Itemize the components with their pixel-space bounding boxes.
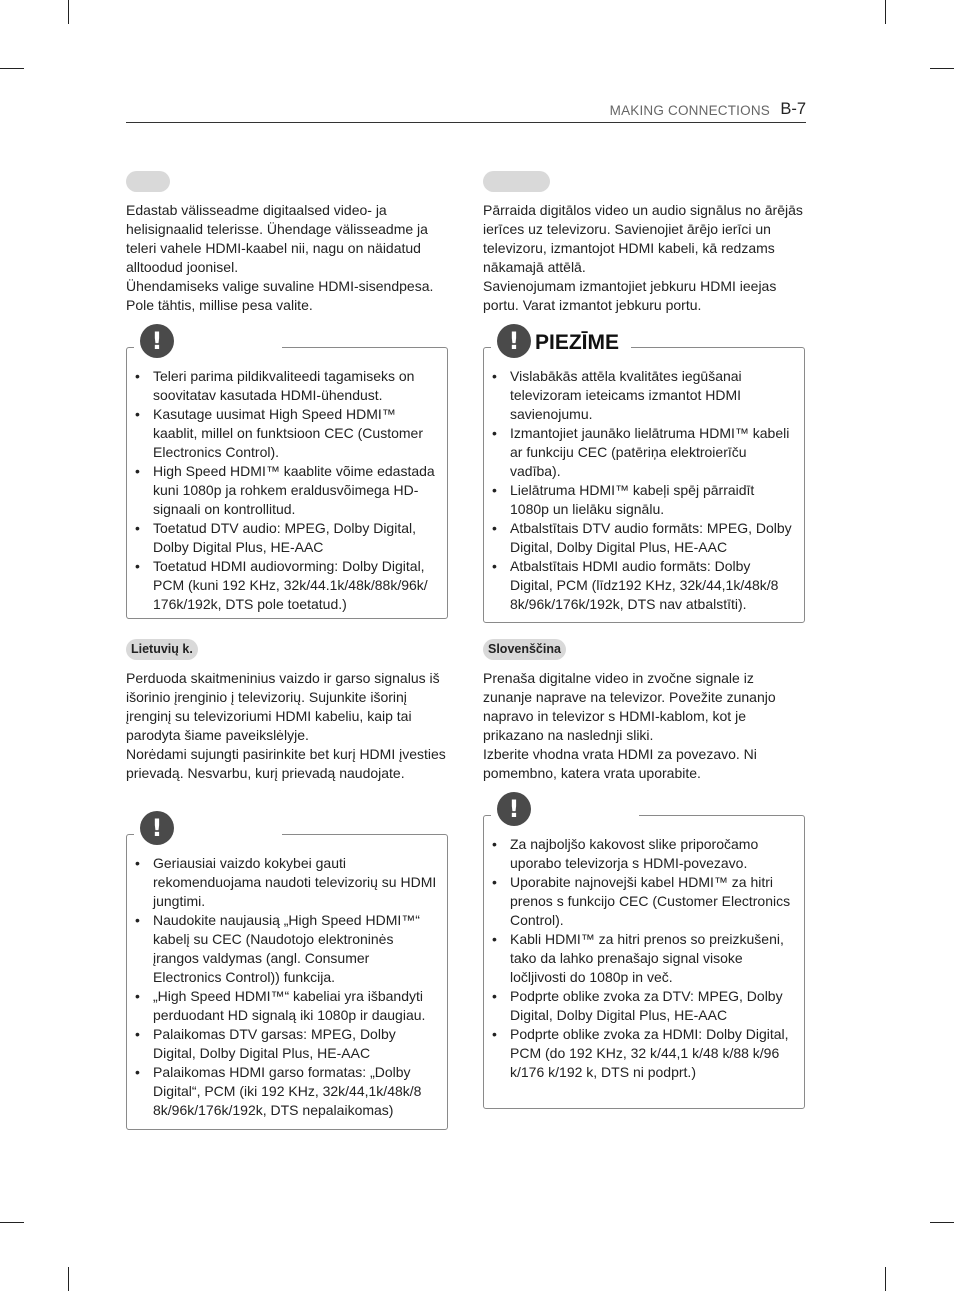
paragraph: Pārraida digitālos video un audio signālus no ārējās ierīces uz televizoru. Savienojiet ārējo ierīci un televizoru, izmantojot HDMI kabeli, kā redzams nākamajā attēlā. xyxy=(483,202,803,275)
crop-mark xyxy=(0,1222,24,1223)
exclamation-icon: ! xyxy=(497,324,531,358)
language-tag: Slovenščina xyxy=(483,639,566,660)
crop-mark xyxy=(930,1222,954,1223)
note-item: • Uporabite najnovejši kabel HDMI™ za hitri prenos s funkcijo CEC (Customer Electronics Control). xyxy=(510,873,794,930)
note-item: • Podprte oblike zvoka za HDMI: Dolby Digital, PCM (do 192 KHz, 32 k/44,1 k/48 k/88 k/96 k/176 k/192 k, DTS ni podprt.) xyxy=(510,1025,794,1082)
crop-mark xyxy=(885,1267,886,1291)
note-item: • Vislabākās attēla kvalitātes iegūšanai televizoram ieteicams izmantot HDMI savienojumu. xyxy=(510,367,794,424)
note-item: • Podprte oblike zvoka za DTV: MPEG, Dolby Digital, Dolby Digital Plus, HE-AAC xyxy=(510,987,794,1025)
note-item: • „High Speed HDMI™“ kabeliai yra išbandyti perduodant HD signalą iki 1080p ir daugiau. xyxy=(153,987,437,1025)
intro-text xyxy=(483,201,805,315)
page-header xyxy=(126,100,806,123)
note-header xyxy=(491,324,631,364)
paragraph: Izberite vhodna vrata HDMI za povezavo. Ni pomembno, katera vrata uporabite. xyxy=(483,746,757,781)
note-item: • Teleri parima pildikvaliteedi tagamiseks on soovitatav kasutada HDMI-ühendust. xyxy=(153,367,437,405)
language-tag xyxy=(483,171,550,192)
language-tag xyxy=(126,171,170,192)
note-header xyxy=(134,324,282,364)
note-item: • Palaikomas HDMI garso formatas: „Dolby Digital“, PCM (iki 192 KHz, 32k/44,1k/48k/8 8k/96k/176k/192k, DTS nepalaikomas) xyxy=(153,1063,437,1120)
note-item: • Toetatud HDMI audiovorming: Dolby Digital, PCM (kuni 192 KHz, 32k/44.1k/48k/88k/96k/ 176k/192k, DTS pole toetatud.) xyxy=(153,557,437,614)
crop-mark xyxy=(68,1267,69,1291)
note-item: • Atbalstītais HDMI audio formāts: Dolby Digital, PCM (līdz192 KHz, 32k/44,1k/48k/8 8k/96k/176k/192k, DTS nav atbalstīti). xyxy=(510,557,794,614)
paragraph: Edastab välisseadme digitaalsed video- ja helisignaalid telerisse. Ühendage välisseadme ja teleri vahele HDMI-kaabel nii, nagu on näidatud alltoodud joonisel. xyxy=(126,202,428,275)
note-item: • Geriausiai vaizdo kokybei gauti rekomenduojama naudoti televizorių su HDMI jungtimi. xyxy=(153,854,437,911)
paragraph: Norėdami sujungti pasirinkite bet kurį HDMI įvesties prievadą. Nesvarbu, kurį prievadą naudojate. xyxy=(126,746,446,781)
crop-mark xyxy=(930,68,954,69)
note-item: • High Speed HDMI™ kaablite võime edastada kuni 1080p ja rohkem eraldusvõimega HD-signaali on kontrollitud. xyxy=(153,462,437,519)
note-item: • Kasutage uusimat High Speed HDMI™ kaablit, millel on funktsioon CEC (Customer Electronics Control). xyxy=(153,405,437,462)
exclamation-icon: ! xyxy=(497,792,531,826)
note-item: • Palaikomas DTV garsas: MPEG, Dolby Digital, Dolby Digital Plus, HE-AAC xyxy=(153,1025,437,1063)
crop-mark xyxy=(68,0,69,24)
crop-mark xyxy=(0,68,24,69)
page-number: B-7 xyxy=(780,100,806,118)
note-title: PIEZĪME xyxy=(535,331,620,354)
intro-text xyxy=(126,201,448,315)
note-box xyxy=(483,347,805,623)
note-header xyxy=(491,792,639,832)
exclamation-icon: ! xyxy=(140,811,174,845)
note-item: • Izmantojiet jaunāko lielātruma HDMI™ kabeli ar funkciju CEC (patēriņa elektroierīču vadība). xyxy=(510,424,794,481)
note-item: • Naudokite naujausią „High Speed HDMI™“ kabelį su CEC (Naudotojo elektroninės įrangos valdymas (angl. Consumer Electronics Control)) funkcija. xyxy=(153,911,437,987)
intro-text xyxy=(126,669,448,783)
note-item: • Kabli HDMI™ za hitri prenos so preizkušeni, tako da lahko prenašajo signal visoke ločljivosti do 1080p in več. xyxy=(510,930,794,987)
paragraph: Ühendamiseks valige suvaline HDMI-sisendpesa. Pole tähtis, millise pesa valite. xyxy=(126,278,434,313)
note-item: • Za najboljšo kakovost slike priporočamo uporabo televizorja s HDMI-povezavo. xyxy=(510,835,794,873)
section-title: MAKING CONNECTIONS xyxy=(609,103,770,118)
paragraph: Perduoda skaitmeninius vaizdo ir garso signalus iš išorinio įrenginio į televizorių. Sujunkite išorinį įrenginį su televizoriumi HDMI kabeliu, kaip tai parodyta šiame paveikslėlyje. xyxy=(126,670,440,743)
paragraph: Prenaša digitalne video in zvočne signale iz zunanje naprave na televizor. Povežite zunanjo napravo in televizor s HDMI-kablom, kot je prikazano na naslednji sliki. xyxy=(483,670,776,743)
language-tag: Lietuvių k. xyxy=(126,639,198,660)
note-box xyxy=(126,347,448,619)
exclamation-icon: ! xyxy=(140,324,174,358)
note-box xyxy=(483,815,805,1109)
paragraph: Savienojumam izmantojiet jebkuru HDMI ieejas portu. Varat izmantot jebkuru portu. xyxy=(483,278,777,313)
note-item: • Atbalstītais DTV audio formāts: MPEG, Dolby Digital, Dolby Digital Plus, HE-AAC xyxy=(510,519,794,557)
intro-text xyxy=(483,669,805,783)
crop-mark xyxy=(885,0,886,24)
note-item: • Lielātruma HDMI™ kabeļi spēj pārraidīt 1080p un lielāku signālu. xyxy=(510,481,794,519)
note-box xyxy=(126,834,448,1130)
note-item: • Toetatud DTV audio: MPEG, Dolby Digital, Dolby Digital Plus, HE-AAC xyxy=(153,519,437,557)
note-header xyxy=(134,811,282,851)
